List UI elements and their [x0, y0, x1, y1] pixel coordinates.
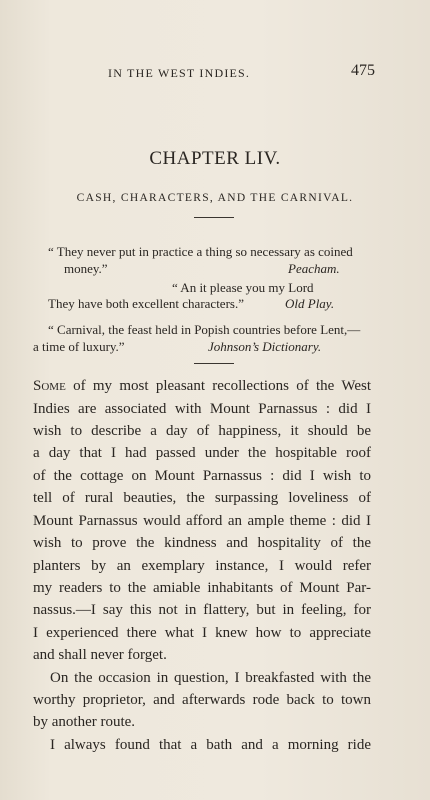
body-line: worthy proprietor, and afterwards rode back to town — [33, 692, 371, 708]
epigraph-line: money.” — [64, 261, 108, 276]
running-head: IN THE WEST INDIES. — [108, 66, 251, 80]
epigraph-line: They have both excellent characters.” — [48, 296, 244, 311]
body-line: by another route. — [33, 714, 136, 730]
body-line: Some of my most pleasant recollections of the West — [33, 378, 371, 394]
chapter-subtitle: CASH, CHARACTERS, AND THE CARNIVAL. — [76, 192, 354, 204]
body-line: I always found that a bath and a morning ride — [50, 737, 371, 753]
section-rule — [194, 217, 234, 218]
body-line: wish to prove the kindness and hospitality of the — [33, 535, 371, 551]
epigraph-line: “ Carnival, the feast held in Popish countries before Lent,— — [48, 322, 361, 337]
body-line: and shall never forget. — [33, 647, 167, 663]
body-line: Indies are associated with Mount Parnassus : did I — [33, 401, 371, 417]
body-line: I experienced there what I knew how to appreciate — [33, 625, 371, 641]
epigraph-line: “ An it please you my Lord — [172, 280, 314, 295]
body-line: of the cottage on Mount Parnassus : did I wish to — [33, 468, 371, 484]
chapter-title: CHAPTER LIV. — [149, 148, 281, 169]
epigraph-line: “ They never put in practice a thing so necessary as coined — [48, 244, 353, 259]
epigraph-attribution: Peacham. — [288, 261, 340, 276]
page-number: 475 — [351, 62, 375, 79]
drop-word: Some — [33, 378, 66, 394]
body-line: a day that I had passed under the hospitable roof — [33, 445, 371, 461]
body-line: wish to describe a day of happiness, it should be — [33, 423, 371, 439]
epigraph-attribution: Old Play. — [285, 296, 335, 311]
body-line: planters by an exemplary instance, I would refer — [33, 558, 371, 574]
body-line: Mount Parnassus would afford an ample theme : did I — [33, 513, 371, 529]
body-line: my readers to the amiable inhabitants of Mount Par- — [33, 580, 371, 596]
section-rule — [194, 363, 234, 364]
body-line: On the occasion in question, I breakfasted with the — [50, 670, 371, 686]
epigraph-line: a time of luxury.” — [33, 339, 125, 354]
page-header — [70, 62, 375, 84]
body-line: nassus.—I say this not in flattery, but in feeling, for — [33, 602, 371, 618]
body-line: tell of rural beauties, the surpassing loveliness of — [33, 490, 371, 506]
epigraph-attribution: Johnson’s Dictionary. — [208, 339, 322, 354]
